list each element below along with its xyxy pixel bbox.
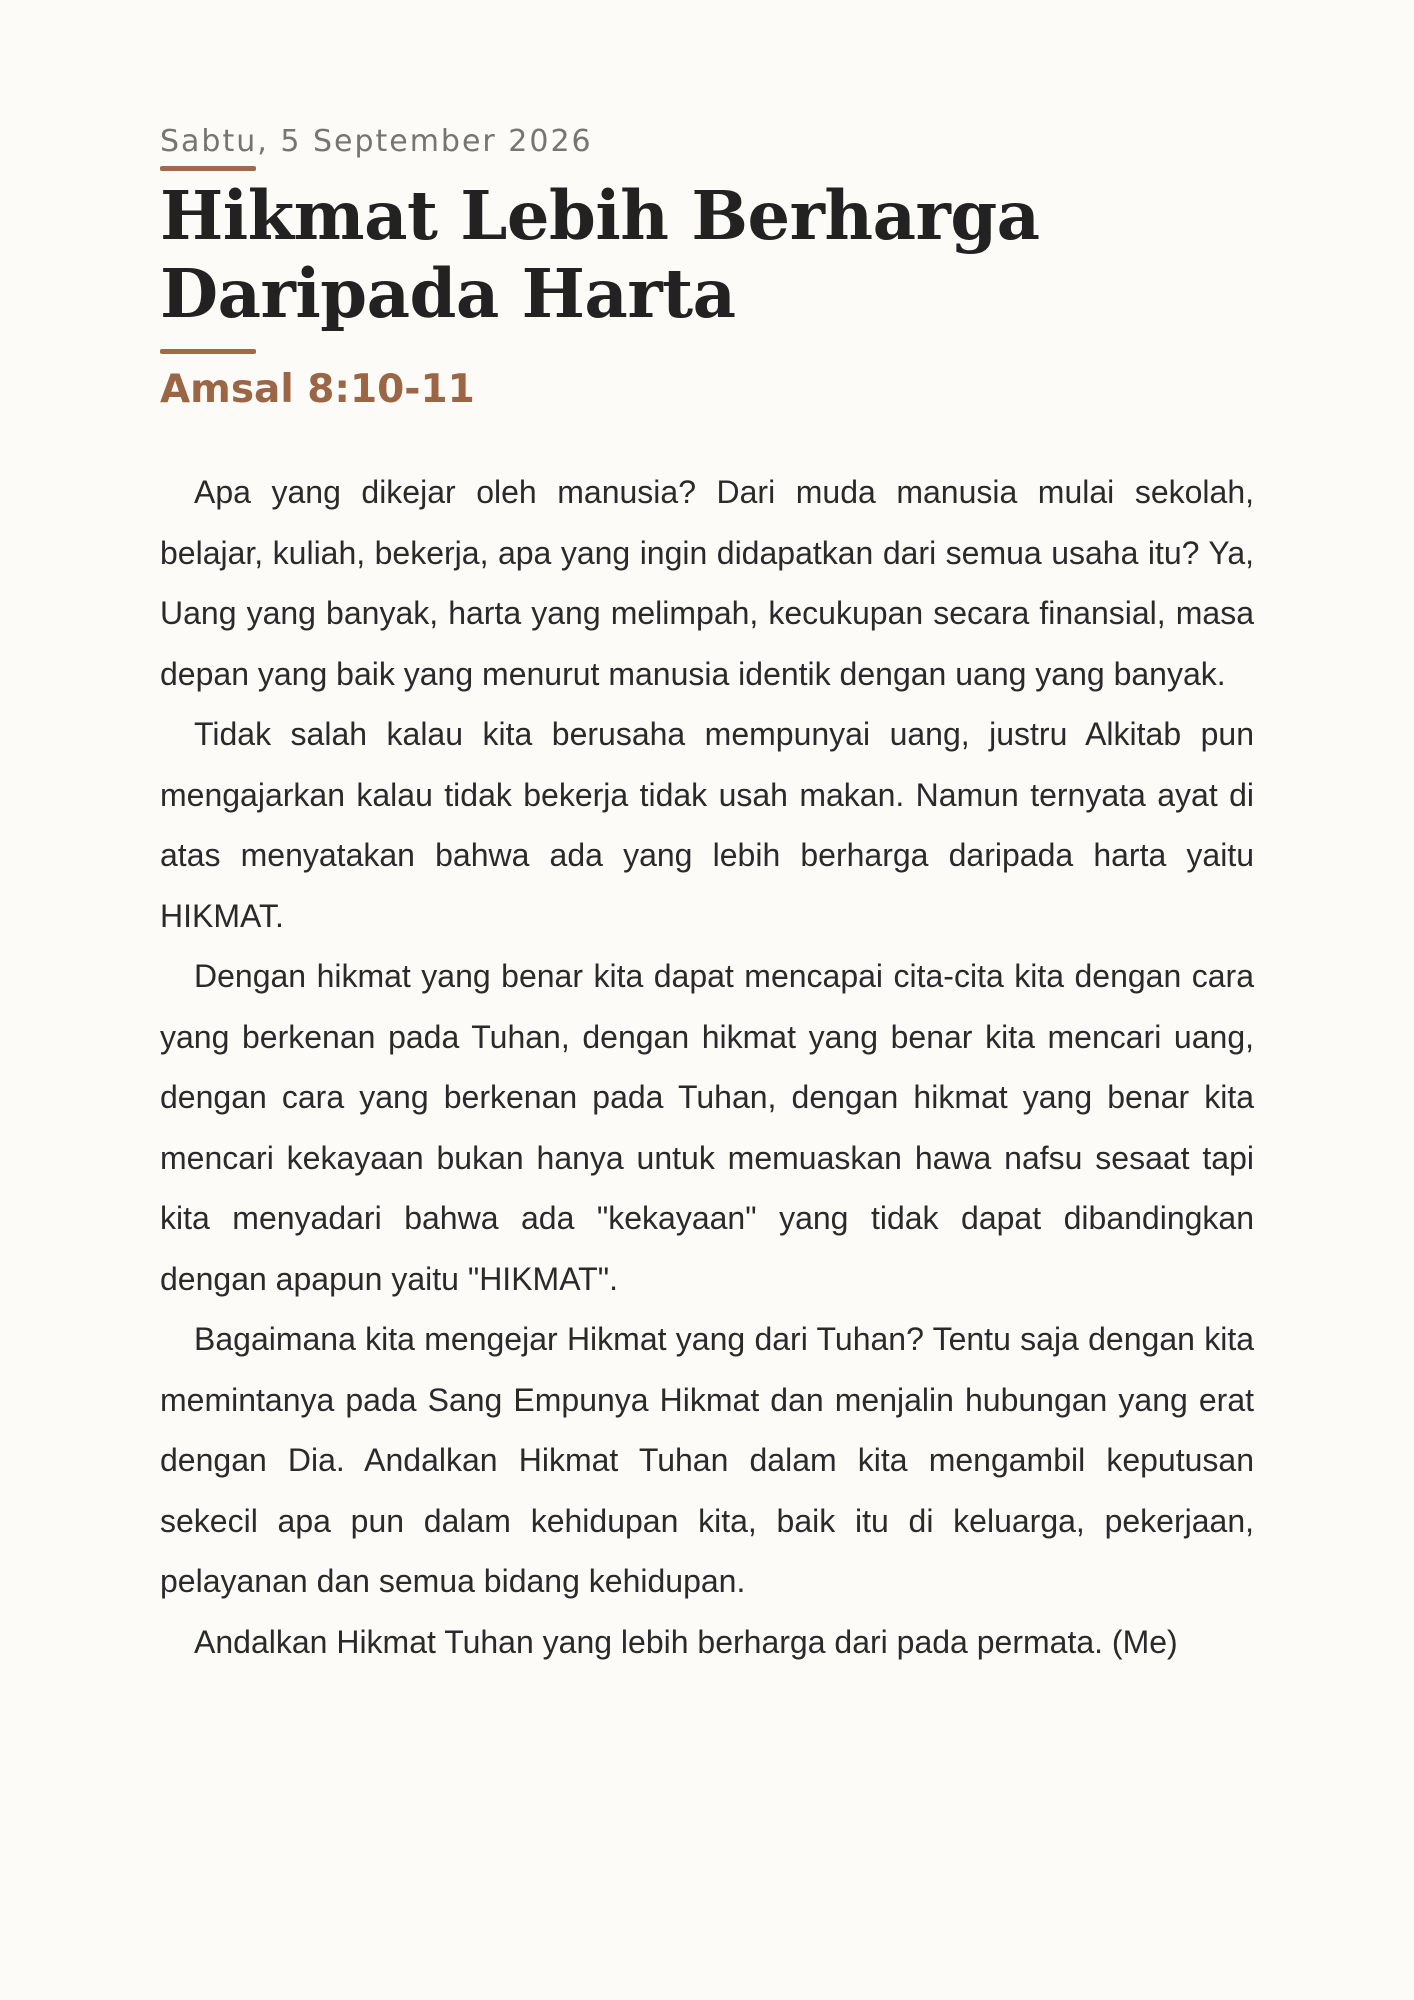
body-paragraph: Tidak salah kalau kita berusaha mempunyai uang, justru Alkitab pun mengajarkan kalau tidak bekerja tidak usah makan. Namun ternyata ayat di atas menyatakan bahwa ada yang lebih berharga daripada harta yaitu HIKMAT. (160, 716, 1254, 934)
body-paragraph: Andalkan Hikmat Tuhan yang lebih berharga dari pada permata. (Me) (194, 1623, 1178, 1660)
body-paragraph: Bagaimana kita mengejar Hikmat yang dari Tuhan? Tentu saja dengan kita memintanya pada Sang Empunya Hikmat dan menjalin hubungan yang erat dengan Dia. Andalkan Hikmat Tuhan dalam kita mengambil keputusan sekecil apa pun dalam kehidupan kita, baik itu di keluarga, pekerjaan, pelayanan dan semua bidang kehidupan. (160, 1321, 1254, 1599)
body-paragraph: Dengan hikmat yang benar kita dapat mencapai cita-cita kita dengan cara yang berkenan pada Tuhan, dengan hikmat yang benar kita mencari uang, dengan cara yang berkenan pada Tuhan, dengan hikmat yang benar kita mencari kekayaan bukan hanya untuk memuaskan hawa nafsu sesaat tapi kita menyadari bahwa ada "kekayaan" yang tidak dapat dibandingkan dengan apapun yaitu "HIKMAT". (160, 958, 1254, 1297)
title-bottom-divider (160, 349, 256, 354)
devotional-title: Hikmat Lebih Berharga Daripada Harta (160, 176, 1040, 333)
scripture-reference: Amsal 8:10-11 (160, 367, 475, 412)
devotional-body (160, 462, 1254, 1672)
date-label: Sabtu, 5 September 2026 (160, 124, 593, 159)
devotional-page (160, 118, 1254, 1672)
title-top-divider (160, 166, 256, 171)
body-paragraph: Apa yang dikejar oleh manusia? Dari muda manusia mulai sekolah, belajar, kuliah, bekerja, apa yang ingin didapatkan dari semua usaha itu? Ya, Uang yang banyak, harta yang melimpah, kecukupan secara finansial, masa depan yang baik yang menurut manusia identik dengan uang yang banyak. (160, 474, 1254, 692)
